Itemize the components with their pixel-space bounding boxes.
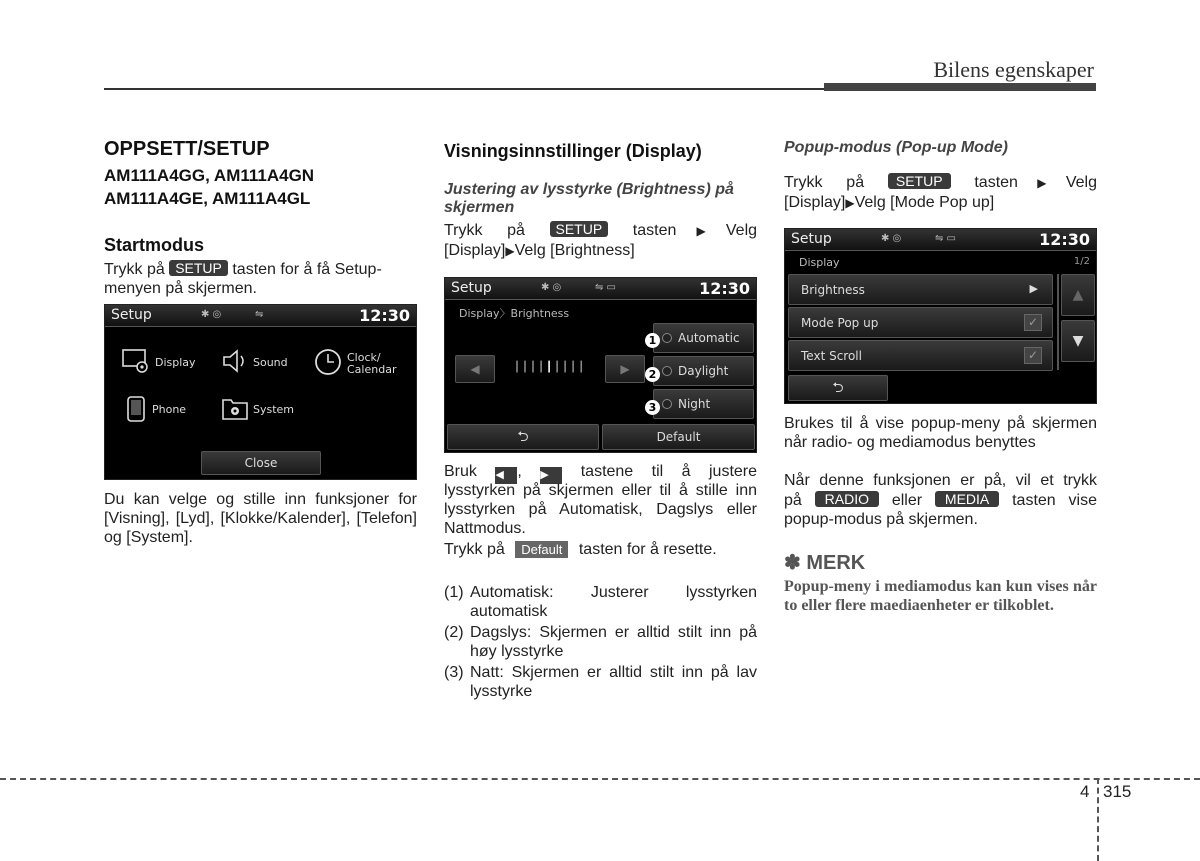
- row-brightness[interactable]: Brightness ▶: [788, 274, 1053, 305]
- media-key-badge: MEDIA: [935, 491, 999, 507]
- brightness-screen: [444, 277, 757, 453]
- radio-indicator: [662, 399, 672, 409]
- start-mode-text: Trykk på SETUP tasten for å få Setup- menyen på skjermen.: [104, 260, 382, 297]
- menu-sound[interactable]: Sound: [221, 347, 301, 381]
- menu-display[interactable]: Display: [121, 347, 201, 381]
- footer-vertical-divider: [1097, 778, 1099, 861]
- option-night[interactable]: Night: [653, 389, 754, 419]
- brightness-instruction-1: Trykk på SETUP tasten▶Velg: [444, 221, 758, 239]
- setup-key-badge: SETUP: [169, 260, 228, 276]
- setup-key-badge: SETUP: [888, 173, 951, 189]
- brightness-modes-list: [444, 583, 757, 703]
- scroll-down-button[interactable]: ▼: [1061, 320, 1095, 362]
- column-popup: [784, 136, 1097, 614]
- header-rule: [104, 88, 824, 90]
- section-title: OPPSETT/SETUP: [104, 138, 270, 160]
- status-bar: Setup ✱ ◎ ⇋ ▭ 12:30: [785, 229, 1096, 251]
- popup-description-4: popup-modus på skjermen.: [784, 511, 978, 528]
- list-item: (1) Automatisk: Justerer lysstyrken automatisk: [444, 584, 757, 620]
- start-mode-heading: Startmodus: [104, 235, 205, 255]
- usb-icon: ⇋: [255, 309, 264, 320]
- bluetooth-icon: ✱ ◎: [541, 282, 562, 293]
- popup-mode-screen: [784, 228, 1097, 404]
- popup-description: Brukes til å vise popup-meny på skjermen når radio- og mediamodus benyttes: [784, 415, 1097, 451]
- menu-phone[interactable]: Phone: [125, 395, 205, 427]
- section-label: Display: [799, 256, 840, 269]
- option-daylight[interactable]: Daylight: [653, 356, 754, 386]
- right-arrow-key-icon: ▶: [540, 467, 562, 484]
- bluetooth-icon: ✱ ◎: [881, 233, 902, 244]
- note-title: ✽ MERK: [784, 552, 866, 574]
- header-rule-accent: [824, 83, 1096, 91]
- setup-screen: [104, 304, 417, 480]
- brightness-increase-button[interactable]: ▶: [605, 355, 645, 383]
- popup-description-3: på RADIO eller MEDIA tasten vise: [784, 491, 1097, 509]
- bluetooth-icon: ✱ ◎: [201, 309, 222, 320]
- menu-clock-calendar[interactable]: Clock/ Calendar: [313, 345, 413, 381]
- reset-instruction: Trykk på Default tasten for å resette.: [444, 541, 717, 558]
- brightness-decrease-button[interactable]: ◀: [455, 355, 495, 383]
- popup-subheading: Popup-modus (Pop-up Mode): [784, 139, 1008, 156]
- clock-icon: [313, 347, 343, 377]
- column-display: [444, 136, 758, 700]
- close-button[interactable]: Close: [201, 451, 321, 475]
- footer-divider: [0, 778, 1200, 780]
- default-button[interactable]: Default: [602, 424, 755, 450]
- radio-indicator: [662, 333, 672, 343]
- chevron-right-icon: ▶: [1029, 282, 1038, 295]
- model-codes-2: AM111A4GE, AM111A4GL: [104, 189, 311, 208]
- usb-icon: ⇋ ▭: [935, 233, 957, 244]
- column-setup: [104, 136, 417, 546]
- checkbox-icon[interactable]: ✓: [1024, 314, 1042, 331]
- arrow-right-icon: ▶: [676, 224, 726, 238]
- popup-instruction-2: [Display]▶Velg [Mode Pop up]: [784, 194, 995, 211]
- status-bar: Setup ✱ ◎ ⇋ ▭ 12:30: [445, 278, 756, 300]
- running-header-title: Bilens egenskaper: [933, 57, 1094, 82]
- note-text: Popup-meny i mediamodus kan kun vises når to eller flere maediaenheter er tilkoblet.: [784, 578, 1097, 614]
- callout-marker-1: 1: [645, 333, 660, 348]
- use-keys-line: Bruk ◀ , ▶ tastene til å justere: [444, 462, 757, 484]
- callout-marker-2: 2: [645, 367, 660, 382]
- arrow-right-icon: ▶: [845, 196, 855, 210]
- model-codes-1: AM111A4GG, AM111A4GN: [104, 166, 315, 185]
- menu-system[interactable]: System: [221, 395, 311, 427]
- option-automatic[interactable]: Automatic: [653, 323, 754, 353]
- setup-description: Du kan velge og stille inn funksjoner for [Visning], [Lyd], [Klokke/Kalender], [Telefon] og [System].: [104, 491, 417, 546]
- row-mode-pop-up[interactable]: Mode Pop up ✓: [788, 307, 1053, 338]
- page-indicator: 1/2: [1073, 256, 1090, 267]
- radio-indicator: [662, 366, 672, 376]
- chapter-number: 4: [1080, 782, 1090, 801]
- list-item: (3) Natt: Skjermen er alltid stilt inn på lav lysstyrke: [444, 664, 757, 700]
- checkbox-icon[interactable]: ✓: [1024, 347, 1042, 364]
- scroll-up-button[interactable]: ▲: [1061, 274, 1095, 316]
- breadcrumb: Display〉Brightness: [459, 307, 570, 320]
- radio-key-badge: RADIO: [815, 491, 879, 507]
- back-arrow-icon: ⮌: [517, 429, 529, 445]
- left-arrow-key-icon: ◀: [495, 467, 517, 484]
- brightness-slider[interactable]: ┃┃┃┃┃┃┃┃┃: [513, 362, 587, 373]
- scrollbar-track[interactable]: [1057, 274, 1059, 370]
- display-heading: Visningsinnstillinger (Display): [444, 141, 702, 161]
- default-key-badge: Default: [515, 541, 568, 558]
- page-number: 315: [1103, 782, 1132, 801]
- arrow-right-icon: ▶: [1017, 176, 1066, 190]
- popup-description-2: Når denne funksjonen er på, vil et trykk: [784, 472, 1097, 489]
- back-button[interactable]: [447, 424, 599, 450]
- system-folder-icon: [221, 395, 249, 421]
- status-bar: Setup ✱ ◎ ⇋ 12:30: [105, 305, 416, 327]
- brightness-subheading: Justering av lysstyrke (Brightness) på skjermen: [444, 181, 734, 216]
- usb-icon: ⇋ ▭: [595, 282, 617, 293]
- speaker-icon: [221, 347, 251, 375]
- popup-instruction-1: Trykk på SETUP tasten▶Velg: [784, 173, 1097, 191]
- use-keys-body: lysstyrken på skjermen eller til å stille inn lysstyrken på Automatisk, Dagslys eller Nattmodus.: [444, 482, 757, 537]
- back-button[interactable]: [788, 375, 888, 401]
- callout-marker-3: 3: [645, 400, 660, 415]
- setup-key-badge: SETUP: [550, 221, 609, 237]
- display-icon: [121, 347, 151, 375]
- brightness-instruction-2: [Display]▶Velg [Brightness]: [444, 242, 635, 259]
- phone-icon: [125, 395, 147, 423]
- back-arrow-icon: ⮌: [832, 380, 844, 396]
- list-item: (2) Dagslys: Skjermen er alltid stilt inn på høy lysstyrke: [444, 624, 757, 660]
- row-text-scroll[interactable]: Text Scroll ✓: [788, 340, 1053, 371]
- arrow-right-icon: ▶: [505, 244, 515, 258]
